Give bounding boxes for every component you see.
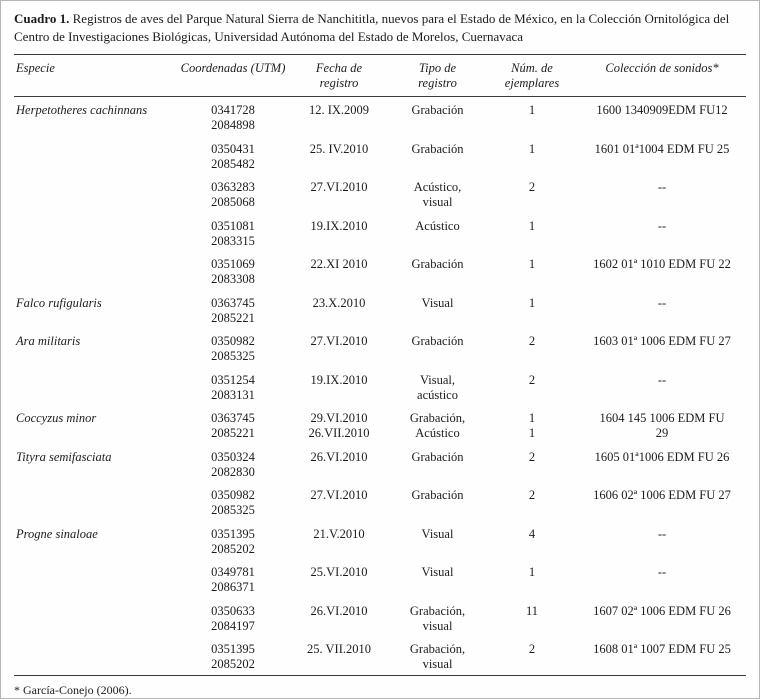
table-row — [14, 405, 746, 444]
cell-line: Acústico, — [413, 180, 462, 195]
num-cell — [486, 444, 578, 482]
cell-line: 26.VI.2010 — [310, 603, 368, 618]
tipo-cell — [389, 521, 486, 559]
cell-line: 1 — [528, 411, 536, 426]
coords-cell — [177, 405, 289, 444]
num-cell — [486, 136, 578, 174]
cell-line: 27.VI.2010 — [310, 488, 368, 503]
column-header-line: Fecha de — [315, 60, 363, 75]
coleccion-cell — [578, 290, 746, 328]
cell-line: Visual, — [419, 372, 455, 387]
cell-line: 0350982 — [211, 488, 255, 503]
cell-line: 0363283 — [211, 180, 255, 195]
cell-line: Grabación — [411, 449, 464, 464]
cell-line: 2 — [528, 449, 536, 464]
num-cell — [486, 174, 578, 212]
tipo-cell — [389, 444, 486, 482]
cell-line: 2 — [528, 642, 536, 657]
fecha-cell — [289, 213, 389, 251]
tipo-cell — [389, 136, 486, 174]
coords-cell — [177, 97, 289, 136]
cell-line: 21.V.2010 — [313, 526, 365, 541]
cell-line: 1603 01ª 1006 EDM FU 27 — [593, 334, 731, 349]
cell-line: 2085221 — [211, 426, 255, 441]
cell-line: Grabación, — [409, 603, 466, 618]
cell-line: 19.IX.2010 — [310, 218, 368, 233]
coords-cell — [177, 482, 289, 521]
cell-line: 1 — [528, 295, 536, 310]
tipo-cell — [389, 213, 486, 251]
cell-line: 2086371 — [211, 580, 255, 595]
cell-line: 0351081 — [211, 218, 255, 233]
table-row — [14, 136, 746, 175]
table-caption-label: Cuadro 1. — [14, 11, 70, 26]
cell-line: 0350633 — [211, 603, 255, 618]
cell-line: 1608 01ª 1007 EDM FU 25 — [593, 642, 731, 657]
species-cell: Coccyzus minor — [16, 411, 97, 426]
cell-line: 2085325 — [211, 349, 255, 364]
num-cell — [486, 405, 578, 444]
cell-line: 1605 01ª1006 EDM FU 26 — [594, 449, 730, 464]
cell-line: 2 — [528, 488, 536, 503]
tipo-cell — [389, 367, 486, 406]
coords-cell — [177, 636, 289, 675]
cell-line: 2085202 — [211, 541, 255, 556]
table-row — [14, 97, 746, 136]
tipo-cell — [389, 559, 486, 597]
table-row — [14, 328, 746, 367]
cell-line: acústico — [417, 387, 458, 402]
cell-line: Grabación — [411, 257, 464, 272]
coleccion-cell — [578, 405, 746, 444]
column-header-line: ejemplares — [504, 75, 560, 90]
coleccion-cell — [578, 251, 746, 289]
cell-line: 2085221 — [211, 310, 255, 325]
cell-line: Grabación, — [409, 411, 466, 426]
table-row — [14, 559, 746, 598]
table-row — [14, 290, 746, 329]
tipo-cell — [389, 405, 486, 444]
fecha-cell — [289, 405, 389, 444]
cell-line: 27.VI.2010 — [310, 180, 368, 195]
coleccion-cell — [578, 559, 746, 597]
coleccion-cell — [578, 521, 746, 559]
cell-line: visual — [422, 618, 453, 633]
column-header-line: registro — [418, 75, 457, 90]
table-row — [14, 521, 746, 560]
num-cell — [486, 636, 578, 674]
cell-line: 26.VI.2010 — [310, 449, 368, 464]
table-row — [14, 174, 746, 213]
species-cell: Tityra semifasciata — [16, 449, 112, 464]
coleccion-cell — [578, 367, 746, 405]
cell-line: 1607 02ª 1006 EDM FU 26 — [593, 603, 731, 618]
cell-line: Acústico — [415, 426, 460, 441]
cell-line: 11 — [525, 603, 539, 618]
fecha-cell — [289, 444, 389, 482]
cell-line: Grabación, — [409, 642, 466, 657]
column-header-species — [14, 55, 177, 82]
cell-line: 0349781 — [211, 565, 255, 580]
column-header-line: Colección de sonidos* — [605, 60, 719, 75]
table-row — [14, 598, 746, 637]
cell-line: visual — [422, 195, 453, 210]
table-caption-text: Registros de aves del Parque Natural Sierra de Nanchititla, nuevos para el Estado de México, en la Colección Ornitológica del Centro de Investigaciones Biológicas, Universidad Autónoma del Estado de Morelos, Cuernavaca — [14, 11, 730, 44]
cell-line: 0350982 — [211, 334, 255, 349]
cell-line: Visual — [421, 295, 454, 310]
cell-line: 1600 1340909EDM FU12 — [596, 103, 728, 118]
cell-line: -- — [657, 295, 667, 310]
cell-line: 1 — [528, 103, 536, 118]
species-cell — [14, 482, 177, 520]
cell-line: 2083308 — [211, 272, 255, 287]
species-cell — [14, 174, 177, 212]
cell-line: 1 — [528, 257, 536, 272]
cell-line: 1602 01ª 1010 EDM FU 22 — [593, 257, 731, 272]
fecha-cell — [289, 559, 389, 597]
cell-line: 0341728 — [211, 103, 255, 118]
tipo-cell — [389, 636, 486, 675]
records-table — [14, 54, 746, 676]
cell-line: 2083315 — [211, 233, 255, 248]
fecha-cell — [289, 482, 389, 520]
coords-cell — [177, 598, 289, 637]
coleccion-cell — [578, 598, 746, 636]
num-cell — [486, 251, 578, 289]
coords-cell — [177, 174, 289, 213]
cell-line: -- — [657, 565, 667, 580]
table-row — [14, 213, 746, 252]
coords-cell — [177, 367, 289, 406]
cell-line: 0351395 — [211, 642, 255, 657]
coords-cell — [177, 328, 289, 367]
table-body — [14, 97, 746, 675]
tipo-cell — [389, 598, 486, 637]
coords-cell — [177, 136, 289, 175]
cell-line: Grabación — [411, 334, 464, 349]
tipo-cell — [389, 174, 486, 213]
coleccion-cell — [578, 97, 746, 135]
cell-line: 2085202 — [211, 657, 255, 672]
cell-line: Grabación — [411, 488, 464, 503]
species-cell — [14, 251, 177, 289]
column-header-coords — [177, 55, 289, 82]
fecha-cell — [289, 367, 389, 405]
cell-line: 2082830 — [211, 464, 255, 479]
column-header-tipo — [389, 55, 486, 97]
tipo-cell — [389, 482, 486, 520]
cell-line: 1 — [528, 565, 536, 580]
coleccion-cell — [578, 136, 746, 174]
cell-line: 29.VI.2010 — [310, 411, 368, 426]
cell-line: Grabación — [411, 141, 464, 156]
species-cell — [14, 598, 177, 636]
num-cell — [486, 290, 578, 328]
cell-line: 22.XI 2010 — [310, 257, 368, 272]
species-cell — [14, 213, 177, 251]
coords-cell — [177, 290, 289, 329]
column-header-coleccion — [578, 55, 746, 82]
cell-line: -- — [657, 372, 667, 387]
fecha-cell — [289, 97, 389, 135]
column-header-line: registro — [319, 75, 359, 90]
cell-line: 0351395 — [211, 526, 255, 541]
coleccion-cell — [578, 444, 746, 482]
cell-line: 2085068 — [211, 195, 255, 210]
num-cell — [486, 521, 578, 559]
cell-line: 25. VII.2010 — [306, 642, 371, 657]
tipo-cell — [389, 328, 486, 366]
species-cell — [14, 136, 177, 174]
cell-line: 0351254 — [211, 372, 255, 387]
coleccion-cell — [578, 213, 746, 251]
cell-line: 2 — [528, 334, 536, 349]
fecha-cell — [289, 290, 389, 328]
cell-line: 2085325 — [211, 503, 255, 518]
num-cell — [486, 213, 578, 251]
fecha-cell — [289, 174, 389, 212]
num-cell — [486, 328, 578, 366]
cell-line: Visual — [421, 565, 454, 580]
coleccion-cell — [578, 174, 746, 212]
cell-line: 0350324 — [211, 449, 255, 464]
num-cell — [486, 482, 578, 520]
fecha-cell — [289, 636, 389, 674]
tipo-cell — [389, 97, 486, 135]
species-cell — [14, 367, 177, 405]
cell-line: 26.VII.2010 — [308, 426, 370, 441]
table-row — [14, 444, 746, 483]
species-cell — [14, 636, 177, 674]
species-cell: Herpetotheres cachinnans — [16, 103, 148, 118]
coleccion-cell — [578, 328, 746, 366]
cell-line: 25. IV.2010 — [309, 141, 369, 156]
coleccion-cell — [578, 482, 746, 520]
cell-line: 2083131 — [211, 387, 255, 402]
column-header-fecha — [289, 55, 389, 97]
table-row — [14, 636, 746, 675]
fecha-cell — [289, 521, 389, 559]
cell-line: Acústico — [415, 218, 460, 233]
cell-line: 27.VI.2010 — [310, 334, 368, 349]
cell-line: 29 — [655, 426, 669, 441]
num-cell — [486, 97, 578, 135]
species-cell — [14, 559, 177, 597]
cell-line: 1606 02ª 1006 EDM FU 27 — [593, 488, 731, 503]
column-header-num — [486, 55, 578, 97]
table-caption — [14, 10, 746, 46]
cell-line: -- — [657, 218, 667, 233]
cell-line: 0363745 — [211, 295, 255, 310]
column-header-line: Tipo de — [418, 60, 457, 75]
cell-line: 2 — [528, 372, 536, 387]
column-header-line: Coordenadas (UTM) — [180, 60, 286, 75]
cell-line: 1 — [528, 218, 536, 233]
coleccion-cell — [578, 636, 746, 674]
fecha-cell — [289, 598, 389, 636]
column-header-line: Núm. de — [511, 60, 553, 75]
cell-line: Grabación — [411, 103, 464, 118]
cell-line: visual — [422, 657, 453, 672]
fecha-cell — [289, 251, 389, 289]
coords-cell — [177, 444, 289, 483]
coords-cell — [177, 521, 289, 560]
cell-line: 0350431 — [211, 141, 255, 156]
cell-line: 1 — [528, 141, 536, 156]
cell-line: 25.VI.2010 — [310, 565, 368, 580]
coords-cell — [177, 251, 289, 290]
coords-cell — [177, 559, 289, 598]
tipo-cell — [389, 251, 486, 289]
cell-line: 4 — [528, 526, 536, 541]
cell-line: 2084197 — [211, 618, 255, 633]
cell-line: 0351069 — [211, 257, 255, 272]
num-cell — [486, 367, 578, 405]
species-cell: Ara militaris — [16, 334, 81, 349]
cell-line: 1604 145 1006 EDM FU — [599, 411, 725, 426]
cell-line: -- — [657, 526, 667, 541]
coords-cell — [177, 213, 289, 252]
table-row — [14, 367, 746, 406]
footnote: * García-Conejo (2006). — [14, 682, 132, 697]
cell-line: 19.IX.2010 — [310, 372, 368, 387]
cell-line: 23.X.2010 — [312, 295, 366, 310]
table-row — [14, 482, 746, 521]
table-header-row — [14, 55, 746, 98]
tipo-cell — [389, 290, 486, 328]
num-cell — [486, 598, 578, 636]
cell-line: 2 — [528, 180, 536, 195]
cell-line: Visual — [421, 526, 454, 541]
cell-line: 2084898 — [211, 118, 255, 133]
column-header-line: Especie — [16, 60, 55, 75]
fecha-cell — [289, 136, 389, 174]
cell-line: -- — [657, 180, 667, 195]
table-row — [14, 251, 746, 290]
cell-line: 1601 01ª1004 EDM FU 25 — [594, 141, 730, 156]
species-cell: Progne sinaloae — [16, 526, 98, 541]
fecha-cell — [289, 328, 389, 366]
cell-line: 12. IX.2009 — [308, 103, 370, 118]
species-cell: Falco rufigularis — [16, 295, 102, 310]
cell-line: 1 — [528, 426, 536, 441]
cell-line: 0363745 — [211, 411, 255, 426]
num-cell — [486, 559, 578, 597]
cell-line: 2085482 — [211, 156, 255, 171]
